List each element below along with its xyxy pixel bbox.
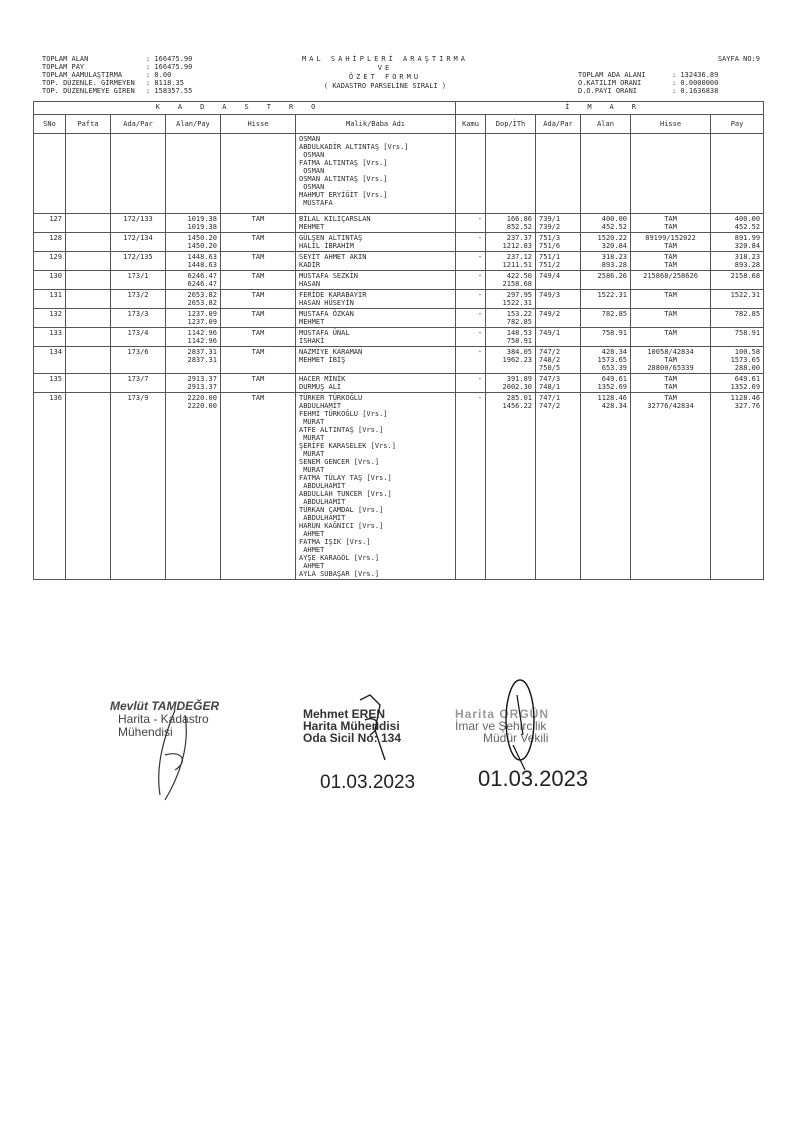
owner-names: NAZMİYE KARAMAN MEHMET İBİŞ [296,347,456,374]
pafta [66,309,111,328]
imar-hisse: TAM TAM [631,214,711,233]
owner-names: MUSTAFA SEZKİN HASAN [296,271,456,290]
table-row [34,214,764,233]
imar-alan: 1522.31 [581,290,631,309]
ada-parsel: 173/6 [111,347,166,374]
ratio-label: TOPLAM ADA ALANI [578,71,646,79]
pafta [66,233,111,252]
imar-pay: 1128.46 327.76 [711,393,764,580]
alan-pay: 2913.37 2913.37 [166,374,221,393]
imar-alan: 649.61 1352.69 [581,374,631,393]
alan-pay: 1448.63 1448.63 [166,252,221,271]
ada-parsel: 173/2 [111,290,166,309]
total-value: : 166475.90 [146,63,193,71]
signer-name: Mehmet EREN [303,707,386,721]
column-header: Pay [711,115,764,134]
imar-hisse: TAM 32776/42834 [631,393,711,580]
imar-pay: 318.23 893.28 [711,252,764,271]
total-value: : 158357.55 [146,87,193,95]
alan-pay: 2220.00 2220.00 [166,393,221,580]
serial-number: 130 [34,271,66,290]
page-number: SAYFA NO:9 [717,55,760,63]
owner-names: OSMAN ABDULKADİR ALTINTAŞ [Vrs.] OSMAN FATMA ALTINTAŞ [Vrs.] OSMAN OSMAN ALTINTAŞ [Vrs.] OSMAN MAHMUT ERYİĞİT [Vrs.] MUSTAFA [296,134,456,214]
hisse: TAM [221,309,296,328]
imar-alan: 2586.26 [581,271,631,290]
serial-number: 133 [34,328,66,347]
imar-pay: 100.58 1573.65 288.00 [711,347,764,374]
kamu: - [456,347,486,374]
ratio-label: D.O.PAYI ORANI [578,87,638,95]
imar-alan: 782.85 [581,309,631,328]
form-title: MAL SAHİPLERİ ARAŞTIRMA [302,55,468,63]
pafta [66,328,111,347]
imar-pay: 1522.31 [711,290,764,309]
section-imar: İMAR [456,102,764,115]
ada-parsel: 173/7 [111,374,166,393]
owner-names: BİLAL KILIÇARSLAN MEHMET [296,214,456,233]
dop-ith: 422.50 2158.68 [486,271,536,290]
total-label: TOPLAM PAY [42,63,85,71]
form-title-ve: VE [377,64,393,72]
hisse: TAM [221,328,296,347]
form-note: ( KADASTRO PARSELİNE SIRALI ) [323,82,447,90]
alan-pay: 1237.09 1237.09 [166,309,221,328]
ada-parsel: 172/135 [111,252,166,271]
signer-title-2: Müdür Vekili [483,731,549,745]
pafta [66,374,111,393]
owner-names: MUSTAFA ÜNAL İSHAKİ [296,328,456,347]
imar-ada-parsel: 749/3 [536,290,581,309]
signer-title-2: Oda Sicil No: 134 [303,731,402,745]
alan-pay: 2653.82 2653.82 [166,290,221,309]
table-row [34,374,764,393]
total-label: TOPLAM ALAN [42,55,89,63]
imar-pay: 758.91 [711,328,764,347]
hisse: TAM [221,214,296,233]
signature-scribble-1 [145,705,205,805]
serial-number: 136 [34,393,66,580]
imar-ada-parsel: 751/3 751/6 [536,233,581,252]
alan-pay: 2837.31 2837.31 [166,347,221,374]
imar-pay: 782.85 [711,309,764,328]
pafta [66,252,111,271]
dop-ith: 237.12 1211.51 [486,252,536,271]
owner-names: TÜRKER TÜRKOĞLU ABDULHAMİT FEHMİ TÜRKOĞLU [Vrs.] MURAT ATFE ALTINTAŞ [Vrs.] MURAT ŞERİFE KARASELEK [Vrs.] MURAT SENEM GENCER [Vrs.] MURAT FATMA TÜLAY TAŞ [Vrs.] ABDULHAMİT ABDULLAH TUNCER [Vrs.] ABDULHAMİT TÜRKAN ÇAMDAL [Vrs.] ABDULHAMİT HARUN KAĞNICI [Vrs.] AHMET FATMA IŞIK [Vrs.] AHMET AYŞE KARAGÖL [Vrs.] AHMET AYLA SUBAŞAR [Vrs.] [296,393,456,580]
signer-name: Mevlüt TAMDEĞER [110,699,220,713]
hisse: TAM [221,233,296,252]
hisse: TAM [221,347,296,374]
imar-hisse: TAM [631,328,711,347]
column-header: Ada/Par [111,115,166,134]
total-row [42,79,192,87]
imar-pay: 649.61 1352.69 [711,374,764,393]
ratio-row [578,87,760,95]
kamu: - [456,290,486,309]
owner-names: HACER MİNİK DURMUŞ ALİ [296,374,456,393]
table-row [34,252,764,271]
ada-parsel: 172/133 [111,214,166,233]
imar-hisse: TAM TAM [631,374,711,393]
hisse: TAM [221,393,296,580]
serial-number: 129 [34,252,66,271]
ada-parsel: 173/1 [111,271,166,290]
owner-names: MUSTAFA ÖZKAN MEHMET [296,309,456,328]
owner-names: FERİDE KARABAYIR HASAN HÜSEYİN [296,290,456,309]
column-header: Hisse [631,115,711,134]
kamu: - [456,271,486,290]
pafta [66,271,111,290]
hisse: TAM [221,374,296,393]
table-row-carryover [34,134,764,214]
total-row [42,55,192,63]
imar-alan: 318.23 893.28 [581,252,631,271]
alan-pay: 6246.47 6246.47 [166,271,221,290]
table-row [34,233,764,252]
kamu: - [456,214,486,233]
kamu: - [456,328,486,347]
signature-scribble-2 [345,690,405,770]
signer-title: Harita Mühendisi [303,719,400,733]
column-header: Dop/İTh [486,115,536,134]
dop-ith: 384.05 1962.23 [486,347,536,374]
alan-pay: 1450.20 1450.20 [166,233,221,252]
pafta [66,347,111,374]
pafta [66,214,111,233]
section-kadastro: KADASTRO [34,102,456,115]
column-header: Alan [581,115,631,134]
alan-pay: 1142.96 1142.96 [166,328,221,347]
column-header: Ada/Par [536,115,581,134]
ratio-row [578,71,760,79]
ada-parsel: 172/134 [111,233,166,252]
total-row [42,63,192,71]
dop-ith: 166.86 852.52 [486,214,536,233]
column-header: Malik/Baba Adı [296,115,456,134]
column-header: Pafta [66,115,111,134]
table-row [34,347,764,374]
form-subtitle: ÖZET FORMU [348,73,422,81]
serial-number: 134 [34,347,66,374]
dop-ith: 391.89 2002.30 [486,374,536,393]
column-header: Kamu [456,115,486,134]
imar-hisse: 89199/152022 TAM [631,233,711,252]
serial-number: 128 [34,233,66,252]
serial-number: 131 [34,290,66,309]
signer-name: Harita ORGÜN [455,707,550,721]
kamu: - [456,252,486,271]
column-header: Hisse [221,115,296,134]
total-row [42,87,192,95]
ada-parsel: 173/4 [111,328,166,347]
total-value: : 8118.35 [146,79,184,87]
total-label: TOP. DÜZENLEMEYE GİREN [42,87,135,95]
signature-scribble-3 [495,675,555,775]
signature-date-1: 01.03.2023 [320,772,416,793]
signature-date-2: 01.03.2023 [478,766,589,791]
dop-ith: 285.01 1456.22 [486,393,536,580]
kamu: - [456,233,486,252]
imar-hisse: TAM [631,309,711,328]
imar-alan: 400.00 452.52 [581,214,631,233]
table-row [34,271,764,290]
ratio-value: : 0.0000000 [672,79,719,87]
imar-pay: 891.99 320.84 [711,233,764,252]
serial-number: 132 [34,309,66,328]
imar-hisse: TAM TAM [631,252,711,271]
pafta [66,290,111,309]
table-row [34,393,764,580]
imar-hisse: 215868/258626 [631,271,711,290]
imar-ada-parsel: 749/4 [536,271,581,290]
hisse: TAM [221,271,296,290]
imar-ada-parsel: 739/1 739/2 [536,214,581,233]
ada-parsel: 173/9 [111,393,166,580]
signer-title-2: Mühendisi [118,725,173,739]
kamu: - [456,374,486,393]
dop-ith: 148.53 758.91 [486,328,536,347]
imar-ada-parsel: 747/3 748/1 [536,374,581,393]
ratio-value: : 0.1636838 [672,87,719,95]
owner-names: GÜLŞEN ALTINTAŞ HALİL İBRAHİM [296,233,456,252]
ratio-value: : 132436.89 [672,71,719,79]
column-header: Alan/Pay [166,115,221,134]
kamu: - [456,309,486,328]
parcel-ratios [578,55,760,95]
table-row [34,328,764,347]
table-row [34,290,764,309]
imar-ada-parsel: 749/1 [536,328,581,347]
imar-ada-parsel: 749/2 [536,309,581,328]
total-value: : 0.00 [146,71,172,79]
ada-parsel: 173/3 [111,309,166,328]
imar-alan: 1520.22 320.84 [581,233,631,252]
kamu: - [456,393,486,580]
imar-alan: 428.34 1573.65 653.39 [581,347,631,374]
imar-hisse: 10058/42834 TAM 28800/65339 [631,347,711,374]
serial-number: 127 [34,214,66,233]
imar-ada-parsel: 751/1 751/2 [536,252,581,271]
dop-ith: 297.95 1522.31 [486,290,536,309]
signer-title: Harita - Kadastro [118,712,209,726]
hisse: TAM [221,290,296,309]
pafta [66,393,111,580]
form-title-block [250,55,520,91]
dop-ith: 237.37 1212.83 [486,233,536,252]
imar-alan: 1128.46 428.34 [581,393,631,580]
total-value: : 166475.90 [146,55,193,63]
ownership-table [33,101,764,580]
imar-ada-parsel: 747/1 747/2 [536,393,581,580]
ratio-row [578,79,760,87]
owner-names: SEYİT AHMET AKIN KADİR [296,252,456,271]
dop-ith: 153.22 782.85 [486,309,536,328]
imar-pay: 2158.68 [711,271,764,290]
signer-title: İmar ve Şehircilik [455,719,547,733]
table-row [34,309,764,328]
imar-pay: 400.00 452.52 [711,214,764,233]
alan-pay: 1019.38 1019.38 [166,214,221,233]
total-label: TOP. DÜZENLE. GİRMEYEN [42,79,135,87]
total-label: TOPLAM AAMULAŞTIRMA [42,71,123,79]
total-row [42,71,192,79]
hisse: TAM [221,252,296,271]
imar-alan: 758.91 [581,328,631,347]
imar-hisse: TAM [631,290,711,309]
summary-totals [42,55,192,95]
ratio-label: O.KATILIM ORANI [578,79,642,87]
column-header: SNo [34,115,66,134]
serial-number: 135 [34,374,66,393]
imar-ada-parsel: 747/2 748/2 750/5 [536,347,581,374]
